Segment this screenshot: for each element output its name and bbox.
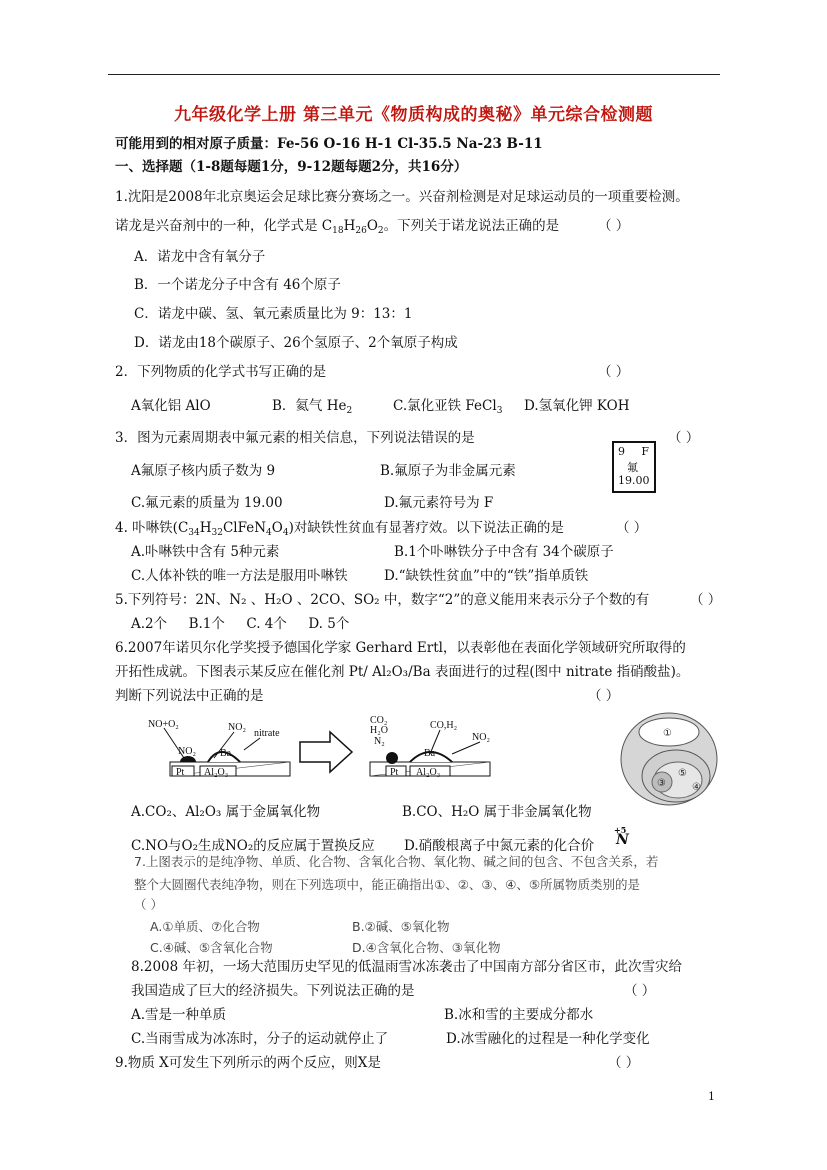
q1-option-c: C．诺龙中碳、氢、氧元素质量比为 9：13：1 bbox=[134, 306, 413, 322]
label-c1: ① bbox=[663, 728, 672, 739]
q1-stem-line2: 诺龙是兴奋剂中的一种，化学式是 $C_{18}H_{26}O_2$。下列关于诺龙说法正确的是 bbox=[115, 218, 560, 236]
label-no2-right: NO₂ bbox=[472, 732, 490, 743]
header-rule bbox=[108, 74, 720, 75]
q8-option-b: B.冰和雪的主要成分都水 bbox=[444, 1007, 594, 1023]
q8-stem-line2: 我国造成了巨大的经济损失。下列说法正确的是 bbox=[131, 983, 415, 999]
q2-option-a: A氧化铝 AlO bbox=[131, 398, 211, 414]
q7-option-c: C.④碱、⑤含氧化合物 bbox=[150, 940, 273, 955]
q7-stem-line1: 7.上图表示的是纯净物、单质、化合物、含氧化合物、氧化物、碱之间的包含、不包含关系，若 bbox=[134, 854, 659, 869]
label-pt-left: Pt bbox=[176, 767, 185, 778]
q8-stem-line1: 8.2008 年初，一场大范围历史罕见的低温雨雪冰冻袭击了中国南方部分省区市，此次雪灾给 bbox=[131, 959, 683, 975]
q9-answer-paren: （ ） bbox=[608, 1055, 640, 1071]
q3-answer-paren: （ ） bbox=[668, 430, 700, 446]
label-al2o3-right: Al₂O₃ bbox=[416, 767, 441, 778]
q3-option-b: B.氟原子为非金属元素 bbox=[380, 463, 516, 479]
q8-option-a: A.雪是一种单质 bbox=[131, 1007, 227, 1023]
q6-stem-line3: 判断下列说法中正确的是 bbox=[115, 688, 264, 704]
q3-stem: 3．图为元素周期表中氟元素的相关信息，下列说法错误的是 bbox=[115, 430, 475, 446]
page-number: 1 bbox=[708, 1090, 715, 1103]
label-ba-left: Ba bbox=[220, 748, 232, 759]
q7-option-a: A.①单质、⑦化合物 bbox=[150, 919, 260, 934]
q2-stem: 2．下列物质的化学式书写正确的是 bbox=[115, 364, 327, 380]
q2-answer-paren: （ ） bbox=[598, 364, 630, 380]
q6-option-b: B.CO、H₂O 属于非金属氧化物 bbox=[402, 804, 592, 820]
q9-stem: 9.物质 X可发生下列所示的两个反应，则X是 bbox=[115, 1055, 381, 1071]
valence-charge: +5 bbox=[614, 825, 627, 835]
q6-option-d: D.硝酸根离子中氮元素的化合价 bbox=[404, 838, 595, 854]
q3-option-c: C.氟元素的质量为 19.00 bbox=[131, 495, 283, 511]
label-pt-right: Pt bbox=[390, 767, 399, 778]
element-number: 9 bbox=[618, 445, 625, 458]
q4-option-a: A.卟啉铁中含有 5种元素 bbox=[131, 544, 280, 560]
page-title: 九年级化学上册 第三单元《物质构成的奥秘》单元综合检测题 bbox=[174, 105, 653, 125]
label-h2o: H₂O bbox=[370, 725, 388, 736]
q5-stem: 5.下列符号：2N、N₂ 、H₂O 、2CO、SO₂ 中，数字“2”的意义能用来表示分子个数的有 bbox=[115, 592, 650, 608]
q5-options: A.2个 B.1个 C. 4个 D. 5个 bbox=[131, 616, 350, 632]
q6-option-c: C.NO与O₂生成NO₂的反应属于置换反应 bbox=[131, 838, 375, 854]
fluorine-element-card bbox=[612, 441, 656, 493]
label-no2-left: NO₂ bbox=[178, 746, 196, 757]
q1-option-d: D．诺龙由18个碳原子、26个氢原子、2个氧原子构成 bbox=[134, 335, 458, 351]
q8-answer-paren: （ ） bbox=[624, 983, 656, 999]
atomic-masses: 可能用到的相对原子质量：Fe-56 O-16 H-1 Cl-35.5 Na-23 B-11 bbox=[115, 136, 543, 152]
q3-option-a: A氟原子核内质子数为 9 bbox=[131, 463, 276, 479]
q8-option-d: D.冰雪融化的过程是一种化学变化 bbox=[446, 1031, 650, 1047]
label-c3: ③ bbox=[657, 778, 666, 789]
substance-classification-circles bbox=[618, 710, 720, 808]
element-name: 氟 bbox=[627, 461, 638, 474]
label-no-o2: NO+O₂ bbox=[148, 719, 179, 730]
q4-option-b: B.1个卟啉铁分子中含有 34个碳原子 bbox=[394, 544, 614, 560]
valence-symbol: N bbox=[616, 832, 629, 848]
q6-stem-line2: 开拓性成就。下图表示某反应在催化剂 Pt/ Al₂O₃/Ba 表面进行的过程(图中 nitrate 指硝酸盐)。 bbox=[115, 664, 690, 680]
label-ba-right: Ba bbox=[424, 748, 436, 759]
element-mass: 19.00 bbox=[618, 474, 650, 487]
q4-answer-paren: （ ） bbox=[616, 520, 648, 536]
q1-answer-paren: （ ） bbox=[598, 218, 630, 234]
label-c4: ④ bbox=[692, 782, 701, 793]
label-no2-top: NO₂ bbox=[228, 722, 246, 733]
label-al2o3-left: Al₂O₃ bbox=[204, 767, 229, 778]
catalyst-reaction-figure bbox=[140, 714, 520, 794]
reaction-arrow bbox=[300, 732, 352, 772]
section-heading: 一、选择题（1-8题每题1分，9-12题每题2分，共16分） bbox=[115, 159, 468, 175]
label-n2: N₂ bbox=[374, 736, 385, 747]
label-co-h2: CO,H₂ bbox=[430, 720, 458, 731]
q6-answer-paren: （ ） bbox=[588, 688, 620, 704]
label-nitrate: nitrate bbox=[254, 728, 280, 739]
element-symbol: F bbox=[641, 445, 649, 458]
q7-stem-line2: 整个大圆圈代表纯净物，则在下列选项中，能正确指出①、②、③、④、⑤所属物质类别的是 bbox=[134, 877, 641, 892]
q1-option-b: B．一个诺龙分子中含有 46个原子 bbox=[134, 277, 341, 293]
q2-option-d: D.氢氧化钾 KOH bbox=[524, 398, 630, 414]
label-c5: ⑤ bbox=[678, 768, 687, 779]
q3-option-d: D.氟元素符号为 F bbox=[384, 495, 494, 511]
q4-option-c: C.人体补铁的唯一方法是服用卟啉铁 bbox=[131, 568, 348, 584]
q2-option-b: B．氦气 $He_2$ bbox=[272, 398, 353, 416]
q5-answer-paren: （ ） bbox=[690, 592, 722, 608]
q6-stem-line1: 6.2007年诺贝尔化学奖授予德国化学家 Gerhard Ertl，以表彰他在表面化学领域研究所取得的 bbox=[115, 640, 686, 656]
q2-option-c: C.氯化亚铁 FeCl$_3$ bbox=[393, 398, 503, 416]
q1-option-a: A．诺龙中含有氧分子 bbox=[134, 249, 266, 265]
q6-option-a: A.CO₂、Al₂O₃ 属于金属氧化物 bbox=[131, 804, 321, 820]
right-pt-particle bbox=[386, 752, 398, 764]
q1-stem-line1: 1.沈阳是2008年北京奥运会足球比赛分赛场之一。兴奋剂检测是对足球运动员的一项重要检测。 bbox=[115, 189, 689, 205]
q4-stem: 4. 卟啉铁$(C_{34}H_{32}ClFeN_4O_4)$对缺铁性贫血有显著疗效。以下说法正确的是 bbox=[115, 520, 564, 538]
q7-option-d: D.④含氧化合物、③氧化物 bbox=[352, 940, 501, 955]
q4-option-d: D.“缺铁性贫血”中的“铁”指单质铁 bbox=[384, 568, 589, 584]
q7-option-b: B.②碱、⑤氧化物 bbox=[352, 919, 450, 934]
label-co2: CO₂ bbox=[370, 715, 388, 726]
q7-answer-paren: （ ） bbox=[134, 897, 163, 912]
q8-option-c: C.当雨雪成为冰冻时，分子的运动就停止了 bbox=[131, 1031, 389, 1047]
